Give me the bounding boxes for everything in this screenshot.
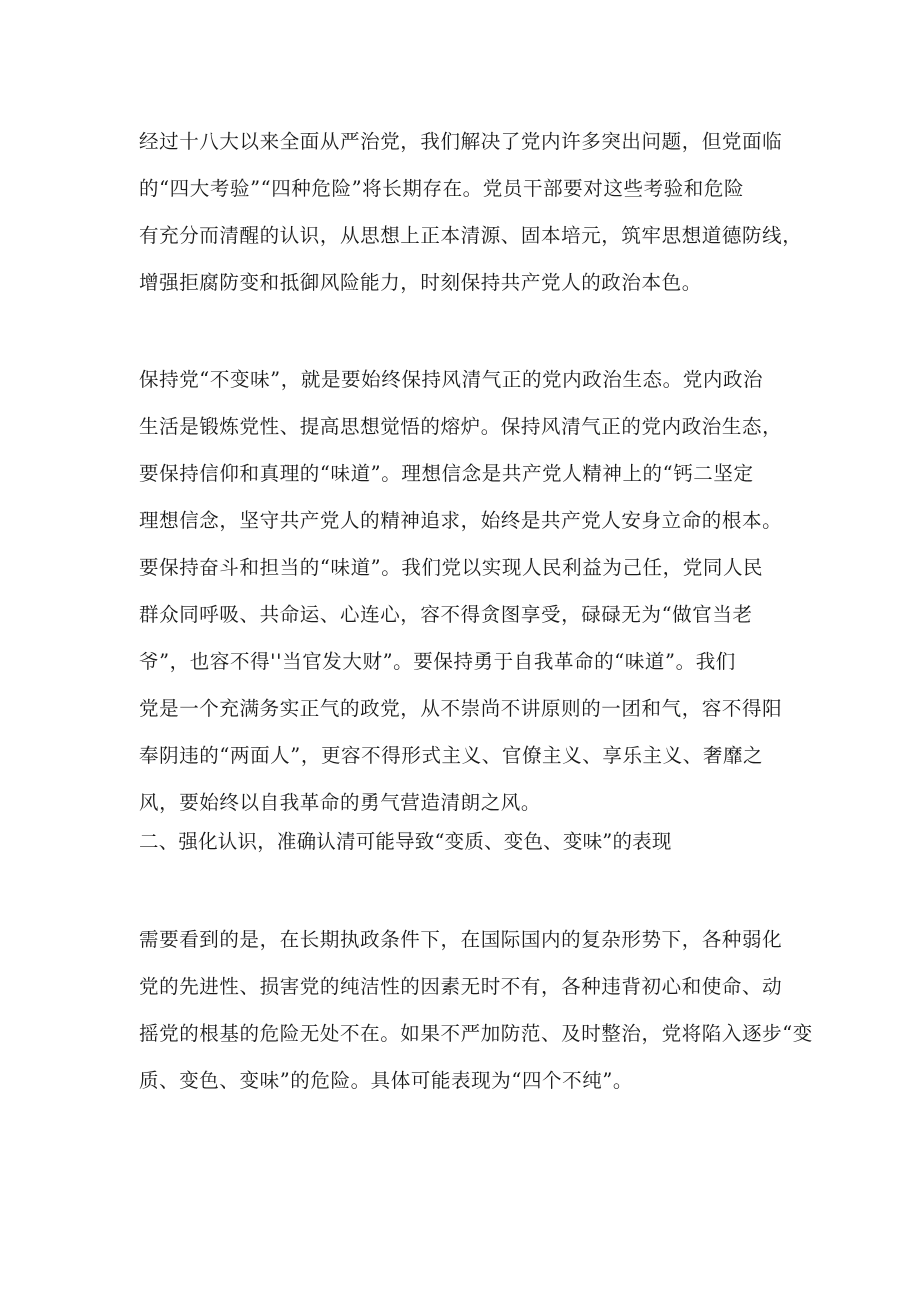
paragraph-2-line-10: 风，要始终以自我革命的勇气营造清朗之风。 — [139, 791, 542, 814]
paragraph-2-line-3: 要保持信仰和真理的“味道”。理想信念是共产党人精神上的“钙二坚定 — [139, 462, 754, 485]
paragraph-1-line-2: 的“四大考验”“四种危险”将长期存在。党员干部要对这些考验和危险 — [139, 177, 745, 200]
paragraph-3-line-2: 党的先进性、损害党的纯洁性的因素无时不有，各种违背初心和使命、动 — [139, 975, 783, 998]
paragraph-2-line-8: 党是一个充满务实正气的政党，从不崇尚不讲原则的一团和气，容不得阳 — [139, 697, 783, 720]
paragraph-2-line-4: 理想信念，坚守共产党人的精神追求，始终是共产党人安身立命的根本。 — [139, 509, 783, 532]
paragraph-2-line-2: 生活是锻炼党性、提高思想觉悟的熔炉。保持风清气正的党内政治生态， — [139, 415, 783, 438]
paragraph-3-line-1: 需要看到的是，在长期执政条件下，在国际国内的复杂形势下，各种弱化 — [139, 928, 783, 951]
paragraph-1-line-4: 增强拒腐防变和抵御风险能力，时刻保持共产党人的政治本色。 — [139, 271, 702, 294]
paragraph-2-line-1: 保持党“不变味”，就是要始终保持风清气正的党内政治生态。党内政治 — [139, 368, 764, 391]
paragraph-3-line-4: 质、变色、变味”的危险。具体可能表现为“四个不纯”。 — [139, 1069, 634, 1092]
paragraph-3-line-3: 摇党的根基的危险无处不在。如果不严加防范、及时整治，党将陷入逐步“变 — [139, 1022, 813, 1045]
section-heading: 二、强化认识，准确认清可能导致“变质、变色、变味”的表现 — [139, 830, 672, 853]
paragraph-1-line-1: 经过十八大以来全面从严治党，我们解决了党内许多突出问题，但党面临 — [139, 130, 783, 153]
paragraph-2-line-7: 爷”，也容不得''当官发大财”。要保持勇于自我革命的“味道”。我们 — [139, 650, 736, 673]
paragraph-2-line-9: 奉阴违的“两面人”，更容不得形式主义、官僚主义、享乐主义、奢靡之 — [139, 744, 764, 767]
paragraph-1-line-3: 有充分而清醒的认识，从思想上正本清源、固本培元，筑牢思想道德防线， — [139, 224, 803, 247]
paragraph-2-line-6: 群众同呼吸、共命运、心连心，容不得贪图享受，碌碌无为“做官当老 — [139, 603, 753, 626]
paragraph-2-line-5: 要保持奋斗和担当的“味道”。我们党以实现人民利益为己任，党同人民 — [139, 556, 764, 579]
